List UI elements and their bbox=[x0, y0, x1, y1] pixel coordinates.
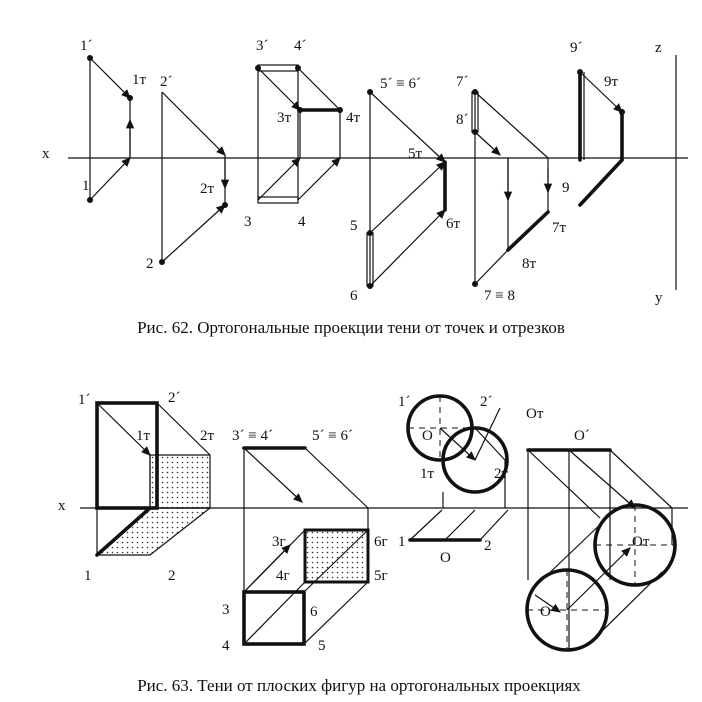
figure-label: Oт bbox=[632, 534, 650, 550]
figure-label: 4г bbox=[276, 568, 290, 584]
fig62-segment-3-4 bbox=[244, 38, 361, 230]
figure-label: 7т bbox=[552, 220, 567, 236]
figure-label: 4´ bbox=[294, 38, 307, 54]
figure-label: 4 bbox=[298, 214, 306, 230]
figure-label: 3г bbox=[272, 534, 286, 550]
figure-label: 2 bbox=[146, 256, 154, 272]
fig63-rectangle-shadow bbox=[222, 428, 388, 654]
figure-label: 2´ bbox=[160, 74, 173, 90]
figure-label: 2т bbox=[200, 181, 215, 197]
figure-label: 6г bbox=[374, 534, 388, 550]
figure-label: 5 bbox=[350, 218, 358, 234]
figure-label: O bbox=[540, 604, 551, 620]
figure-label: 3 bbox=[222, 602, 230, 618]
fig62-axis-y-label: y bbox=[655, 290, 663, 306]
figure-63 bbox=[58, 390, 688, 654]
figure-label: 6 bbox=[310, 604, 318, 620]
figure-label: 6т bbox=[446, 216, 461, 232]
figure-label: 2т bbox=[494, 466, 509, 482]
figure-label: 2´ bbox=[480, 394, 493, 410]
figure-label: 3´ ≡ 4´ bbox=[232, 428, 273, 444]
figure-label: 5г bbox=[374, 568, 388, 584]
figure-62-caption: Рис. 62. Ортогональные проекции тени от точек и отрезков bbox=[137, 318, 565, 337]
figure-label: 5т bbox=[408, 146, 423, 162]
figure-label: O bbox=[422, 428, 433, 444]
fig63-axis-x-label: x bbox=[58, 498, 66, 514]
figure-label: 1´ bbox=[80, 38, 93, 54]
figure-label: 8т bbox=[522, 256, 537, 272]
figure-label: 3т bbox=[277, 110, 292, 126]
figure-label: 1т bbox=[136, 428, 151, 444]
fig62-segment-7-8 bbox=[456, 74, 567, 304]
figure-label: 8´ bbox=[456, 112, 469, 128]
figure-label: 1 bbox=[398, 534, 406, 550]
fig62-point-2 bbox=[146, 74, 228, 272]
figure-62 bbox=[42, 38, 688, 306]
figure-label: 3 bbox=[244, 214, 252, 230]
figure-label: 1 bbox=[82, 178, 90, 194]
fig63-square-shadow bbox=[78, 390, 215, 584]
figure-label: 5´ ≡ 6´ bbox=[380, 76, 421, 92]
figure-label: 4 bbox=[222, 638, 230, 654]
figure-label: 6 bbox=[350, 288, 358, 304]
figure-label: 2´ bbox=[168, 390, 181, 406]
figure-label: O bbox=[440, 550, 451, 566]
figure-label: 1т bbox=[420, 466, 435, 482]
fig62-segment-5-6 bbox=[350, 76, 461, 304]
figure-label: 1´ bbox=[398, 394, 411, 410]
figure-label: 5 bbox=[318, 638, 326, 654]
figure-label: 2 bbox=[168, 568, 176, 584]
fig62-axis-x-label: x bbox=[42, 146, 50, 162]
figure-label: 7 ≡ 8 bbox=[484, 288, 515, 304]
figure-63-caption: Рис. 63. Тени от плоских фигур на ортогональных проекциях bbox=[137, 676, 581, 695]
figure-label: 2т bbox=[200, 428, 215, 444]
figure-label: 3´ bbox=[256, 38, 269, 54]
figure-label: 9т bbox=[604, 74, 619, 90]
figure-label: 7´ bbox=[456, 74, 469, 90]
figure-label: 1´ bbox=[78, 392, 91, 408]
figure-label: 9 bbox=[562, 180, 570, 196]
figure-label: 1 bbox=[84, 568, 92, 584]
figure-label: 5´ ≡ 6´ bbox=[312, 428, 353, 444]
fig62-axis-z-label: z bbox=[655, 40, 662, 56]
figure-label: 4т bbox=[346, 110, 361, 126]
fig63-circle-horizontal bbox=[527, 428, 675, 650]
fig62-point-1 bbox=[80, 38, 147, 203]
figure-label: 9´ bbox=[570, 40, 583, 56]
figure-label: O´ bbox=[574, 428, 590, 444]
figure-label: 1т bbox=[132, 72, 147, 88]
fig63-circle-frontal bbox=[398, 394, 544, 566]
fig62-segment-9 bbox=[562, 40, 625, 205]
figure-label: Oт bbox=[526, 406, 544, 422]
figure-label: 2 bbox=[484, 538, 492, 554]
